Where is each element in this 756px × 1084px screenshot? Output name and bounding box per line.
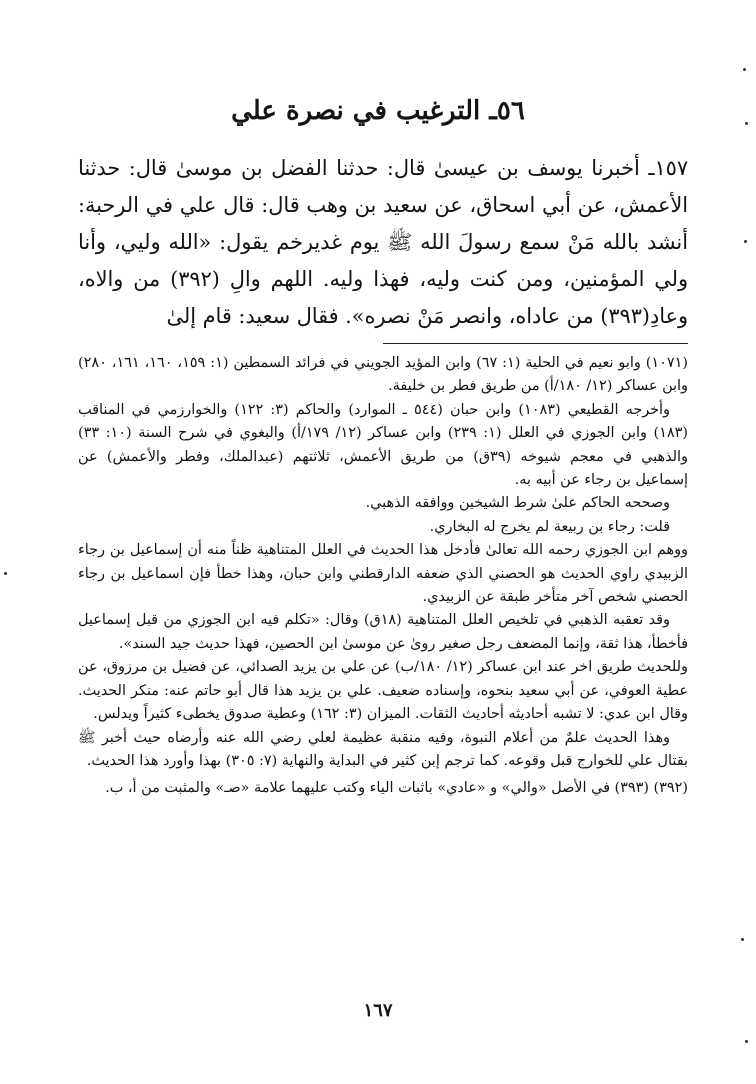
footnote-paragraph: (١٠٧١) وابو نعيم في الحلية (١: ٦٧) وابن المؤيد الجويني في فرائد السمطين (١: ١٥٩، ١٦٠، ١٦١، ٢٨٠) وابن عساكر (١٢/ ١٨٠/أ) من طريق فطر بن خليفة. <box>78 355 688 395</box>
scan-speck <box>743 68 746 71</box>
footnote-paragraph: وصححه الحاكم علىٰ شرط الشيخين ووافقه الذهبي. <box>365 495 670 512</box>
variant-note: (٣٩٢) (٣٩٣) في الأصل «والي» و «عادي» باثبات الياء وكتب عليهما علامة «صـ» والمثبت من أ، ب. <box>105 780 688 797</box>
footnotes <box>78 352 688 801</box>
page-number: ١٦٧ <box>363 1000 393 1021</box>
footnote-paragraph: وأخرجه القطيعي (١٠٨٣) وابن حبان (٥٤٤ ـ الموارد) والحاكم (٣: ١٢٢) والخوارزمي في المناقب (١٨٣) وابن الجوزي في العلل (١: ٢٣٩) وابن عساكر (١٢/ ١٧٩/أ) والبغوي في شرح السنة (١٠: ٣٣) والذهبي في معجم شيوخه (٣٩ق) من طريق الأعمش، ثلاثتهم (عبدالملك، وفطر والأعمش) عن إسماعيل بن رجاء عن أبيه به. <box>78 401 688 489</box>
footnote-paragraph: وهذا الحديث علمٌ من أعلام النبوة، وفيه منقبة عظيمة لعلي رضي الله عنه وأرضاه حيث أخبر ﷺ بقتال علي للخوارج قبل وقوعه. كما ترجم إبن كثير في البداية والنهاية (٧: ٣٠٥) بهذا وأورد هذا الحديث. <box>78 729 688 769</box>
footnote-separator <box>383 343 688 344</box>
scan-speck <box>745 1040 748 1043</box>
footnote-paragraph: وللحديث طريق اخر عند ابن عساكر (١٢/ ١٨٠/ب) عن علي بن يزيد الصدائي، عن فضيل بن مرزوق، عن عطية العوفي، عن أبي سعيد بنحوه، وإسناده ضعيف. علي بن يزيد هذا قال أبو حاتم عنه: منكر الحديث. وقال ابن عدي: لا تشبه أحاديثه أحاديث الثقات. الميزان (٣: ١٦٢) وعطية صدوق يخطىء كثيراً ويدلس. <box>78 659 688 723</box>
hadith-text: ١٥٧ـ أخبرنا يوسف بن عيسىٰ قال: حدثنا الفضل بن موسىٰ قال: حدثنا الأعمش، عن أبي اسحاق، عن سعيد بن وهب قال: قال علي في الرحبة: أنشد بالله مَنْ سمع رسولَ الله ﷺ يوم غديرخم يقول: «الله وليي، وأنا ولي المؤمنين، ومن كنت وليه، فهذا وليه. اللهم والِ (٣٩٢) من والاه، وعادِ(٣٩٣) من عاداه، وانصر مَنْ نصره». فقال سعيد: قام إلىٰ <box>78 156 688 328</box>
section-heading: ٥٦ـ الترغيب في نصرة علي <box>231 96 525 126</box>
footnote-paragraph: وقد تعقبه الذهبي في تلخيص العلل المتناهية (١٨ق) وقال: «تكلم فيه ابن الجوزي من قبل إسماعيل فأخطأ، هذا ثقة، وإنما المضعف رجل صغير روىٰ عن موسىٰ ابن الحصين، فهذا حديث جيد السند». <box>78 612 688 652</box>
scan-speck <box>4 572 7 575</box>
footnote-paragraph: قلت: رجاء بن ربيعة لم يخرج له البخاري. <box>429 518 670 535</box>
footnote-paragraph: ووهم ابن الجوزي رحمه الله تعالىٰ فأدخل هذا الحديث في العلل المتناهية ظناً منه أن إسماعيل بن رجاء الزبيدي راوي الحديث هو الحصني الذي ضعفه الدارقطني وابن حبان، وهذا خطأ فإن اسماعيل بن رجاء الحصني شخص آخر متأخر طبقة عن الزبيدي. <box>78 542 688 606</box>
scan-speck <box>744 240 747 243</box>
scan-speck <box>745 122 748 125</box>
scan-speck <box>741 938 744 941</box>
